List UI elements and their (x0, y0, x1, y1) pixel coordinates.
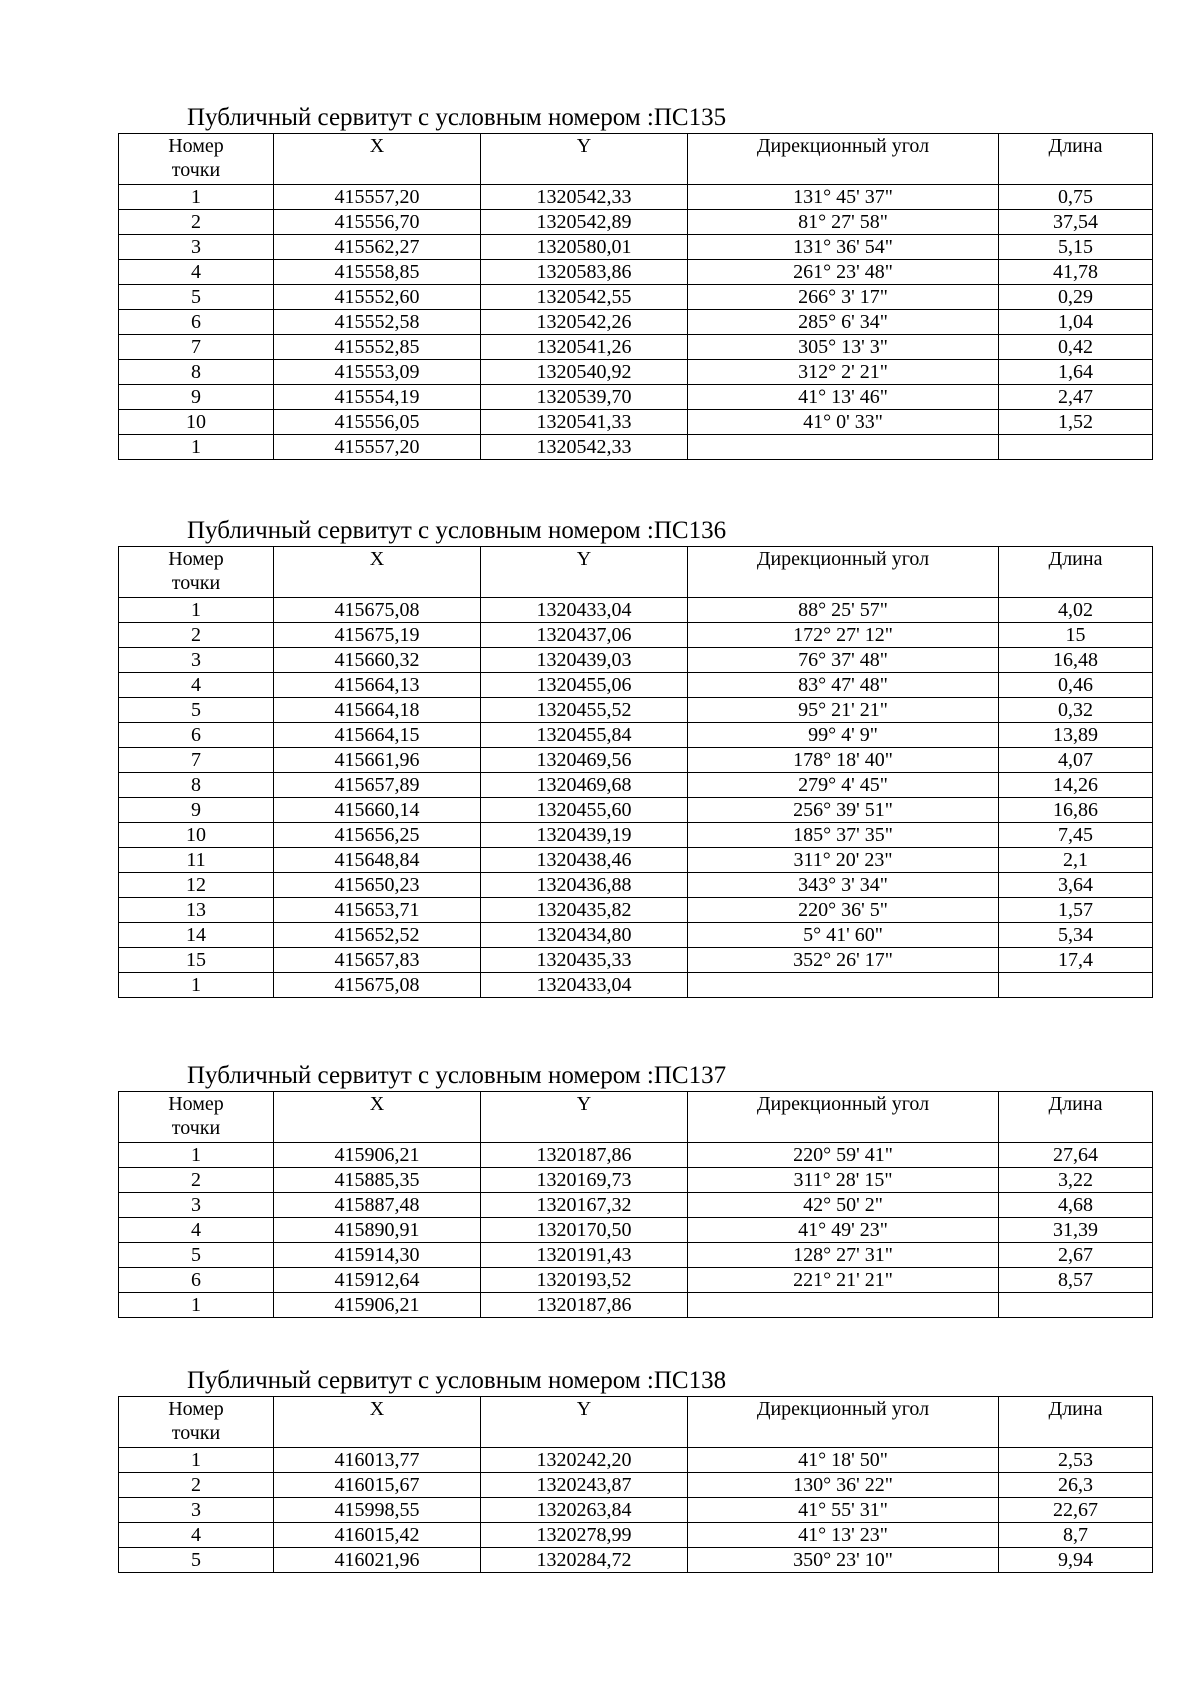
cell-point-number: 1 (119, 598, 274, 623)
header-y: Y (481, 1397, 688, 1448)
cell-x: 416013,77 (274, 1448, 481, 1473)
cell-length: 0,32 (999, 698, 1153, 723)
table-row (119, 773, 1153, 798)
cell-x: 415660,32 (274, 648, 481, 673)
cell-y: 1320187,86 (481, 1143, 688, 1168)
cell-y: 1320284,72 (481, 1548, 688, 1573)
cell-bearing: 42° 50' 2" (688, 1193, 999, 1218)
header-length: Длина (999, 1092, 1153, 1143)
cell-point-number: 8 (119, 773, 274, 798)
cell-point-number: 3 (119, 648, 274, 673)
cell-y: 1320437,06 (481, 623, 688, 648)
cell-x: 415890,91 (274, 1218, 481, 1243)
cell-length: 1,04 (999, 310, 1153, 335)
cell-bearing: 130° 36' 22" (688, 1473, 999, 1498)
cell-point-number: 5 (119, 1243, 274, 1268)
cell-bearing: 5° 41' 60" (688, 923, 999, 948)
header-bearing: Дирекционный угол (688, 1397, 999, 1448)
cell-length: 5,34 (999, 923, 1153, 948)
cell-y: 1320433,04 (481, 598, 688, 623)
header-x: X (274, 547, 481, 598)
cell-length: 14,26 (999, 773, 1153, 798)
cell-length: 2,47 (999, 385, 1153, 410)
cell-bearing: 88° 25' 57" (688, 598, 999, 623)
cell-x: 415653,71 (274, 898, 481, 923)
cell-point-number: 13 (119, 898, 274, 923)
cell-point-number: 4 (119, 1523, 274, 1548)
cell-x: 415648,84 (274, 848, 481, 873)
cell-x: 415675,08 (274, 973, 481, 998)
cell-bearing: 220° 36' 5" (688, 898, 999, 923)
table-header-row (119, 1397, 1153, 1448)
cell-x: 415554,19 (274, 385, 481, 410)
cell-point-number: 1 (119, 435, 274, 460)
cell-bearing: 41° 55' 31" (688, 1498, 999, 1523)
cell-length: 1,52 (999, 410, 1153, 435)
cell-y: 1320435,82 (481, 898, 688, 923)
cell-y: 1320542,26 (481, 310, 688, 335)
cell-bearing: 311° 28' 15" (688, 1168, 999, 1193)
cell-x: 415887,48 (274, 1193, 481, 1218)
cell-x: 415675,19 (274, 623, 481, 648)
table-row (119, 310, 1153, 335)
cell-y: 1320542,33 (481, 185, 688, 210)
cell-x: 415998,55 (274, 1498, 481, 1523)
cell-x: 415557,20 (274, 435, 481, 460)
cell-bearing: 95° 21' 21" (688, 698, 999, 723)
cell-length: 26,3 (999, 1473, 1153, 1498)
cell-point-number: 5 (119, 1548, 274, 1573)
table-row (119, 1548, 1153, 1573)
cell-y: 1320243,87 (481, 1473, 688, 1498)
servitude-section (118, 516, 1152, 998)
cell-point-number: 1 (119, 1143, 274, 1168)
cell-bearing: 305° 13' 3" (688, 335, 999, 360)
cell-x: 415557,20 (274, 185, 481, 210)
cell-length: 0,75 (999, 185, 1153, 210)
table-row (119, 1268, 1153, 1293)
cell-y: 1320263,84 (481, 1498, 688, 1523)
cell-length: 31,39 (999, 1218, 1153, 1243)
cell-bearing: 128° 27' 31" (688, 1243, 999, 1268)
cell-length: 1,64 (999, 360, 1153, 385)
table-row (119, 235, 1153, 260)
cell-point-number: 14 (119, 923, 274, 948)
cell-point-number: 4 (119, 1218, 274, 1243)
cell-y: 1320455,06 (481, 673, 688, 698)
table-row (119, 385, 1153, 410)
table-row (119, 210, 1153, 235)
cell-y: 1320469,68 (481, 773, 688, 798)
servitude-section (118, 1061, 1152, 1318)
cell-length: 7,45 (999, 823, 1153, 848)
cell-point-number: 1 (119, 1293, 274, 1318)
cell-point-number: 2 (119, 1168, 274, 1193)
section-title: Публичный сервитут с условным номером :ПС138 (187, 1367, 727, 1394)
cell-x: 415562,27 (274, 235, 481, 260)
cell-point-number: 4 (119, 260, 274, 285)
cell-length: 3,22 (999, 1168, 1153, 1193)
cell-bearing: 350° 23' 10" (688, 1548, 999, 1573)
cell-length: 13,89 (999, 723, 1153, 748)
cell-bearing: 312° 2' 21" (688, 360, 999, 385)
table-row (119, 898, 1153, 923)
coordinates-table (118, 133, 1153, 460)
table-row (119, 923, 1153, 948)
header-y: Y (481, 1092, 688, 1143)
cell-bearing: 131° 45' 37" (688, 185, 999, 210)
table-row (119, 1498, 1153, 1523)
table-row (119, 1448, 1153, 1473)
cell-bearing: 172° 27' 12" (688, 623, 999, 648)
cell-length: 0,42 (999, 335, 1153, 360)
cell-point-number: 11 (119, 848, 274, 873)
cell-x: 416021,96 (274, 1548, 481, 1573)
cell-length: 41,78 (999, 260, 1153, 285)
cell-point-number: 5 (119, 698, 274, 723)
header-length: Длина (999, 134, 1153, 185)
cell-y: 1320242,20 (481, 1448, 688, 1473)
cell-y: 1320191,43 (481, 1243, 688, 1268)
cell-point-number: 4 (119, 673, 274, 698)
cell-bearing: 311° 20' 23" (688, 848, 999, 873)
cell-y: 1320455,60 (481, 798, 688, 823)
cell-x: 415912,64 (274, 1268, 481, 1293)
cell-length (999, 435, 1153, 460)
header-point-number: Номер точки (119, 547, 274, 598)
cell-y: 1320435,33 (481, 948, 688, 973)
cell-bearing: 41° 18' 50" (688, 1448, 999, 1473)
cell-bearing: 266° 3' 17" (688, 285, 999, 310)
cell-length: 16,48 (999, 648, 1153, 673)
cell-x: 415558,85 (274, 260, 481, 285)
cell-y: 1320540,92 (481, 360, 688, 385)
cell-y: 1320542,89 (481, 210, 688, 235)
cell-bearing: 99° 4' 9" (688, 723, 999, 748)
cell-bearing (688, 1293, 999, 1318)
table-row (119, 1523, 1153, 1548)
cell-length: 8,57 (999, 1268, 1153, 1293)
section-title: Публичный сервитут с условным номером :ПС135 (187, 104, 727, 131)
cell-bearing: 256° 39' 51" (688, 798, 999, 823)
cell-point-number: 7 (119, 335, 274, 360)
table-row (119, 873, 1153, 898)
cell-y: 1320541,33 (481, 410, 688, 435)
cell-length: 8,7 (999, 1523, 1153, 1548)
cell-point-number: 8 (119, 360, 274, 385)
cell-bearing (688, 435, 999, 460)
cell-y: 1320278,99 (481, 1523, 688, 1548)
cell-bearing: 131° 36' 54" (688, 235, 999, 260)
cell-bearing: 83° 47' 48" (688, 673, 999, 698)
cell-length: 2,1 (999, 848, 1153, 873)
cell-bearing: 261° 23' 48" (688, 260, 999, 285)
cell-y: 1320167,32 (481, 1193, 688, 1218)
cell-bearing: 41° 49' 23" (688, 1218, 999, 1243)
cell-y: 1320469,56 (481, 748, 688, 773)
table-header-row (119, 547, 1153, 598)
cell-x: 415664,13 (274, 673, 481, 698)
cell-y: 1320542,55 (481, 285, 688, 310)
cell-bearing (688, 973, 999, 998)
cell-bearing: 185° 37' 35" (688, 823, 999, 848)
cell-length: 17,4 (999, 948, 1153, 973)
cell-x: 415556,05 (274, 410, 481, 435)
cell-x: 415652,52 (274, 923, 481, 948)
cell-bearing: 220° 59' 41" (688, 1143, 999, 1168)
table-row (119, 673, 1153, 698)
header-length: Длина (999, 1397, 1153, 1448)
cell-length: 4,07 (999, 748, 1153, 773)
cell-length: 16,86 (999, 798, 1153, 823)
table-row (119, 1218, 1153, 1243)
header-point-number: Номер точки (119, 134, 274, 185)
header-x: X (274, 1397, 481, 1448)
cell-y: 1320438,46 (481, 848, 688, 873)
cell-x: 416015,42 (274, 1523, 481, 1548)
cell-point-number: 15 (119, 948, 274, 973)
servitude-section (118, 1366, 1152, 1573)
cell-point-number: 3 (119, 235, 274, 260)
table-row (119, 285, 1153, 310)
table-row (119, 1243, 1153, 1268)
cell-y: 1320436,88 (481, 873, 688, 898)
cell-x: 415553,09 (274, 360, 481, 385)
header-bearing: Дирекционный угол (688, 1092, 999, 1143)
cell-point-number: 9 (119, 385, 274, 410)
cell-x: 415552,85 (274, 335, 481, 360)
cell-length: 37,54 (999, 210, 1153, 235)
cell-x: 415656,25 (274, 823, 481, 848)
header-bearing: Дирекционный угол (688, 547, 999, 598)
table-row (119, 1193, 1153, 1218)
table-row (119, 435, 1153, 460)
cell-length: 3,64 (999, 873, 1153, 898)
cell-y: 1320187,86 (481, 1293, 688, 1318)
cell-x: 415650,23 (274, 873, 481, 898)
coordinates-table (118, 546, 1153, 998)
cell-length: 5,15 (999, 235, 1153, 260)
cell-point-number: 1 (119, 185, 274, 210)
header-y: Y (481, 134, 688, 185)
cell-bearing: 221° 21' 21" (688, 1268, 999, 1293)
cell-point-number: 10 (119, 410, 274, 435)
cell-y: 1320541,26 (481, 335, 688, 360)
cell-x: 415664,18 (274, 698, 481, 723)
cell-x: 415664,15 (274, 723, 481, 748)
cell-length: 2,67 (999, 1243, 1153, 1268)
cell-point-number: 1 (119, 1448, 274, 1473)
cell-y: 1320539,70 (481, 385, 688, 410)
cell-bearing: 41° 0' 33" (688, 410, 999, 435)
cell-bearing: 285° 6' 34" (688, 310, 999, 335)
cell-x: 415660,14 (274, 798, 481, 823)
cell-point-number: 9 (119, 798, 274, 823)
table-row (119, 748, 1153, 773)
cell-y: 1320434,80 (481, 923, 688, 948)
table-row (119, 598, 1153, 623)
table-row (119, 185, 1153, 210)
cell-x: 416015,67 (274, 1473, 481, 1498)
cell-point-number: 12 (119, 873, 274, 898)
header-y: Y (481, 547, 688, 598)
table-row (119, 698, 1153, 723)
cell-x: 415906,21 (274, 1143, 481, 1168)
cell-length: 4,02 (999, 598, 1153, 623)
table-row (119, 848, 1153, 873)
cell-x: 415556,70 (274, 210, 481, 235)
header-x: X (274, 134, 481, 185)
cell-y: 1320439,03 (481, 648, 688, 673)
cell-length: 4,68 (999, 1193, 1153, 1218)
cell-length: 15 (999, 623, 1153, 648)
section-title: Публичный сервитут с условным номером :ПС136 (187, 517, 727, 544)
cell-length: 2,53 (999, 1448, 1153, 1473)
table-row (119, 1293, 1153, 1318)
cell-y: 1320542,33 (481, 435, 688, 460)
cell-y: 1320455,84 (481, 723, 688, 748)
cell-length: 1,57 (999, 898, 1153, 923)
cell-y: 1320583,86 (481, 260, 688, 285)
cell-y: 1320433,04 (481, 973, 688, 998)
servitude-section (118, 103, 1152, 460)
cell-point-number: 2 (119, 1473, 274, 1498)
cell-y: 1320193,52 (481, 1268, 688, 1293)
cell-y: 1320169,73 (481, 1168, 688, 1193)
cell-length: 22,67 (999, 1498, 1153, 1523)
cell-bearing: 41° 13' 23" (688, 1523, 999, 1548)
cell-x: 415906,21 (274, 1293, 481, 1318)
cell-length: 27,64 (999, 1143, 1153, 1168)
table-header-row (119, 1092, 1153, 1143)
cell-bearing: 76° 37' 48" (688, 648, 999, 673)
cell-point-number: 3 (119, 1193, 274, 1218)
coordinates-table (118, 1091, 1153, 1318)
cell-point-number: 2 (119, 210, 274, 235)
cell-x: 415552,58 (274, 310, 481, 335)
cell-x: 415914,30 (274, 1243, 481, 1268)
cell-point-number: 6 (119, 723, 274, 748)
table-row (119, 798, 1153, 823)
cell-bearing: 352° 26' 17" (688, 948, 999, 973)
cell-y: 1320580,01 (481, 235, 688, 260)
table-row (119, 948, 1153, 973)
cell-length: 0,46 (999, 673, 1153, 698)
header-point-number: Номер точки (119, 1092, 274, 1143)
section-title: Публичный сервитут с условным номером :ПС137 (187, 1062, 727, 1089)
header-length: Длина (999, 547, 1153, 598)
cell-bearing: 178° 18' 40" (688, 748, 999, 773)
cell-point-number: 5 (119, 285, 274, 310)
cell-point-number: 1 (119, 973, 274, 998)
header-point-number: Номер точки (119, 1397, 274, 1448)
cell-bearing: 343° 3' 34" (688, 873, 999, 898)
table-row (119, 360, 1153, 385)
table-row (119, 1473, 1153, 1498)
cell-x: 415661,96 (274, 748, 481, 773)
header-x: X (274, 1092, 481, 1143)
cell-bearing: 41° 13' 46" (688, 385, 999, 410)
cell-y: 1320455,52 (481, 698, 688, 723)
cell-point-number: 6 (119, 310, 274, 335)
coordinates-table (118, 1396, 1153, 1573)
cell-x: 415885,35 (274, 1168, 481, 1193)
cell-point-number: 3 (119, 1498, 274, 1523)
table-row (119, 648, 1153, 673)
table-row (119, 1143, 1153, 1168)
cell-bearing: 279° 4' 45" (688, 773, 999, 798)
cell-x: 415657,83 (274, 948, 481, 973)
table-row (119, 335, 1153, 360)
cell-x: 415552,60 (274, 285, 481, 310)
table-row (119, 623, 1153, 648)
table-row (119, 723, 1153, 748)
cell-length: 9,94 (999, 1548, 1153, 1573)
cell-x: 415675,08 (274, 598, 481, 623)
cell-point-number: 2 (119, 623, 274, 648)
table-row (119, 260, 1153, 285)
table-row (119, 973, 1153, 998)
table-row (119, 1168, 1153, 1193)
cell-x: 415657,89 (274, 773, 481, 798)
table-row (119, 410, 1153, 435)
cell-point-number: 6 (119, 1268, 274, 1293)
table-header-row (119, 134, 1153, 185)
header-bearing: Дирекционный угол (688, 134, 999, 185)
cell-bearing: 81° 27' 58" (688, 210, 999, 235)
cell-point-number: 7 (119, 748, 274, 773)
cell-length (999, 1293, 1153, 1318)
cell-point-number: 10 (119, 823, 274, 848)
table-row (119, 823, 1153, 848)
cell-y: 1320170,50 (481, 1218, 688, 1243)
cell-length (999, 973, 1153, 998)
cell-y: 1320439,19 (481, 823, 688, 848)
cell-length: 0,29 (999, 285, 1153, 310)
